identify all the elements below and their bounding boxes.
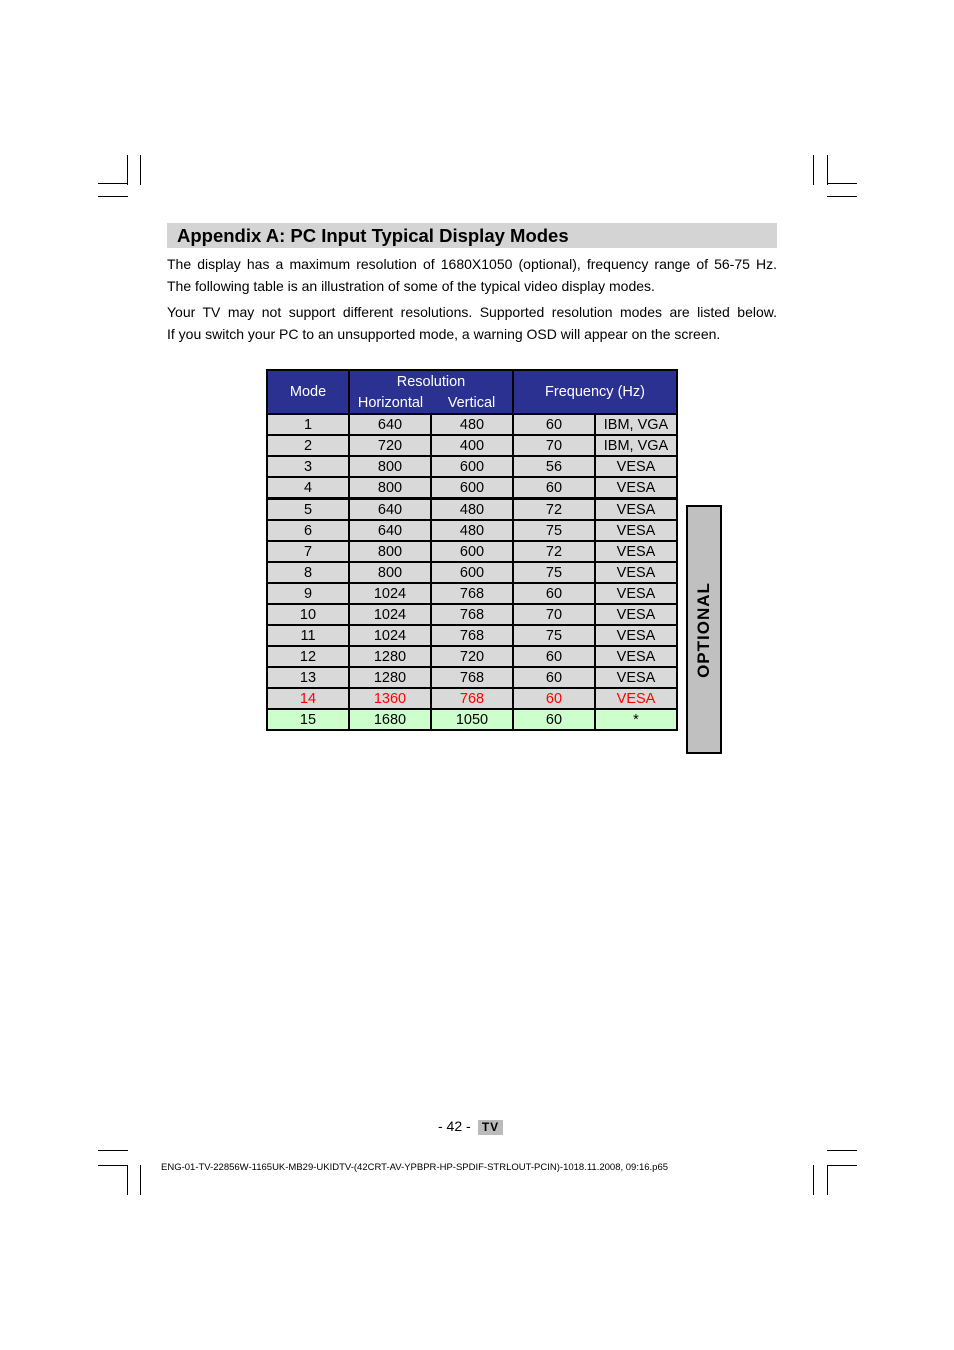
cell-vertical: 480 — [431, 520, 513, 541]
cell-mode: 5 — [267, 499, 349, 521]
header-resolution: Resolution — [349, 370, 513, 392]
cell-horizontal: 1024 — [349, 604, 431, 625]
table-row — [267, 477, 677, 499]
cell-horizontal: 640 — [349, 520, 431, 541]
cell-mode: 10 — [267, 604, 349, 625]
table-row — [267, 414, 677, 435]
crop-mark — [140, 1165, 141, 1195]
table-row — [267, 604, 677, 625]
mode-rows — [267, 414, 677, 730]
cell-standard: VESA — [595, 499, 677, 521]
table-row — [267, 709, 677, 730]
paragraph-line: The display has a maximum resolution of 1680X1050 (optional), frequency range of 56-75 Hz. — [167, 256, 777, 272]
crop-mark — [98, 183, 128, 184]
cell-vertical: 768 — [431, 625, 513, 646]
cell-standard: VESA — [595, 520, 677, 541]
page-number: - 42 - — [438, 1118, 471, 1134]
cell-frequency: 75 — [513, 520, 595, 541]
cell-mode: 13 — [267, 667, 349, 688]
cell-frequency: 60 — [513, 709, 595, 730]
table-row — [267, 499, 677, 521]
cell-frequency: 60 — [513, 688, 595, 709]
paragraph-line: If you switch your PC to an unsupported mode, a warning OSD will appear on the screen. — [167, 326, 721, 342]
crop-mark — [140, 155, 141, 185]
header-horizontal: Horizontal — [349, 392, 431, 414]
cell-standard: VESA — [595, 667, 677, 688]
cell-horizontal: 800 — [349, 541, 431, 562]
cell-vertical: 768 — [431, 667, 513, 688]
header-frequency: Frequency (Hz) — [513, 370, 677, 414]
cell-standard: IBM, VGA — [595, 435, 677, 456]
cell-vertical: 1050 — [431, 709, 513, 730]
cell-horizontal: 1360 — [349, 688, 431, 709]
cell-standard: VESA — [595, 477, 677, 499]
cell-standard: VESA — [595, 456, 677, 477]
crop-mark — [827, 183, 857, 184]
cell-mode: 1 — [267, 414, 349, 435]
table-row — [267, 456, 677, 477]
header-mode: Mode — [267, 370, 349, 414]
table-row — [267, 667, 677, 688]
cell-vertical: 600 — [431, 477, 513, 499]
page-badge: TV — [478, 1120, 503, 1135]
table-row — [267, 583, 677, 604]
optional-label: OPTIONAL — [694, 581, 713, 678]
cell-standard: VESA — [595, 541, 677, 562]
display-modes-table — [266, 369, 678, 731]
cell-frequency: 60 — [513, 583, 595, 604]
cell-horizontal: 640 — [349, 414, 431, 435]
intro-paragraph — [167, 253, 777, 297]
crop-mark — [813, 1165, 814, 1195]
cell-horizontal: 720 — [349, 435, 431, 456]
cell-vertical: 600 — [431, 456, 513, 477]
cell-mode: 6 — [267, 520, 349, 541]
cell-standard: * — [595, 709, 677, 730]
crop-mark — [127, 1165, 128, 1195]
cell-mode: 9 — [267, 583, 349, 604]
cell-frequency: 60 — [513, 646, 595, 667]
cell-frequency: 75 — [513, 625, 595, 646]
cell-horizontal: 640 — [349, 499, 431, 521]
cell-vertical: 768 — [431, 604, 513, 625]
crop-mark — [827, 196, 857, 197]
cell-horizontal: 800 — [349, 477, 431, 499]
cell-horizontal: 1280 — [349, 646, 431, 667]
crop-mark — [827, 1165, 828, 1195]
support-paragraph — [167, 301, 777, 345]
cell-horizontal: 1680 — [349, 709, 431, 730]
cell-frequency: 72 — [513, 499, 595, 521]
crop-mark — [827, 1150, 857, 1151]
cell-mode: 12 — [267, 646, 349, 667]
paragraph-line: The following table is an illustration of some of the typical video display modes. — [167, 278, 655, 294]
table-row — [267, 562, 677, 583]
cell-standard: IBM, VGA — [595, 414, 677, 435]
cell-frequency: 70 — [513, 435, 595, 456]
header-vertical: Vertical — [431, 392, 513, 414]
crop-mark — [98, 196, 128, 197]
cell-horizontal: 800 — [349, 456, 431, 477]
cell-standard: VESA — [595, 583, 677, 604]
cell-standard: VESA — [595, 688, 677, 709]
footer-filename: ENG-01-TV-22856W-1165UK-MB29-UKIDTV-(42CRT-AV-YPBPR-HP-SPDIF-STRLOUT-PCIN)-1018.11.2008, 09:16.p65 — [161, 1162, 669, 1173]
table-row — [267, 541, 677, 562]
cell-vertical: 600 — [431, 562, 513, 583]
crop-mark — [827, 1165, 857, 1166]
cell-frequency: 75 — [513, 562, 595, 583]
crop-mark — [813, 155, 814, 185]
section-heading: Appendix A: PC Input Typical Display Modes — [177, 225, 569, 246]
cell-mode: 15 — [267, 709, 349, 730]
cell-horizontal: 1024 — [349, 583, 431, 604]
crop-mark — [98, 1150, 128, 1151]
crop-mark — [127, 155, 128, 185]
cell-horizontal: 800 — [349, 562, 431, 583]
cell-mode: 8 — [267, 562, 349, 583]
table-row — [267, 435, 677, 456]
cell-mode: 11 — [267, 625, 349, 646]
cell-frequency: 70 — [513, 604, 595, 625]
crop-mark — [827, 155, 828, 185]
crop-mark — [98, 1165, 128, 1166]
table-row — [267, 646, 677, 667]
cell-mode: 2 — [267, 435, 349, 456]
cell-mode: 7 — [267, 541, 349, 562]
paragraph-line: Your TV may not support different resolutions. Supported resolution modes are listed below. — [167, 304, 777, 320]
cell-mode: 14 — [267, 688, 349, 709]
cell-mode: 3 — [267, 456, 349, 477]
cell-vertical: 600 — [431, 541, 513, 562]
cell-frequency: 60 — [513, 414, 595, 435]
cell-horizontal: 1280 — [349, 667, 431, 688]
cell-vertical: 720 — [431, 646, 513, 667]
cell-standard: VESA — [595, 625, 677, 646]
cell-frequency: 60 — [513, 667, 595, 688]
table-row — [267, 688, 677, 709]
table-row — [267, 520, 677, 541]
cell-mode: 4 — [267, 477, 349, 499]
cell-frequency: 56 — [513, 456, 595, 477]
cell-standard: VESA — [595, 646, 677, 667]
cell-frequency: 60 — [513, 477, 595, 499]
section-heading-bar — [167, 223, 777, 248]
cell-vertical: 400 — [431, 435, 513, 456]
cell-vertical: 768 — [431, 688, 513, 709]
cell-horizontal: 1024 — [349, 625, 431, 646]
optional-band — [686, 505, 722, 754]
table-row — [267, 625, 677, 646]
cell-standard: VESA — [595, 562, 677, 583]
cell-vertical: 480 — [431, 414, 513, 435]
cell-vertical: 480 — [431, 499, 513, 521]
cell-vertical: 768 — [431, 583, 513, 604]
cell-frequency: 72 — [513, 541, 595, 562]
cell-standard: VESA — [595, 604, 677, 625]
